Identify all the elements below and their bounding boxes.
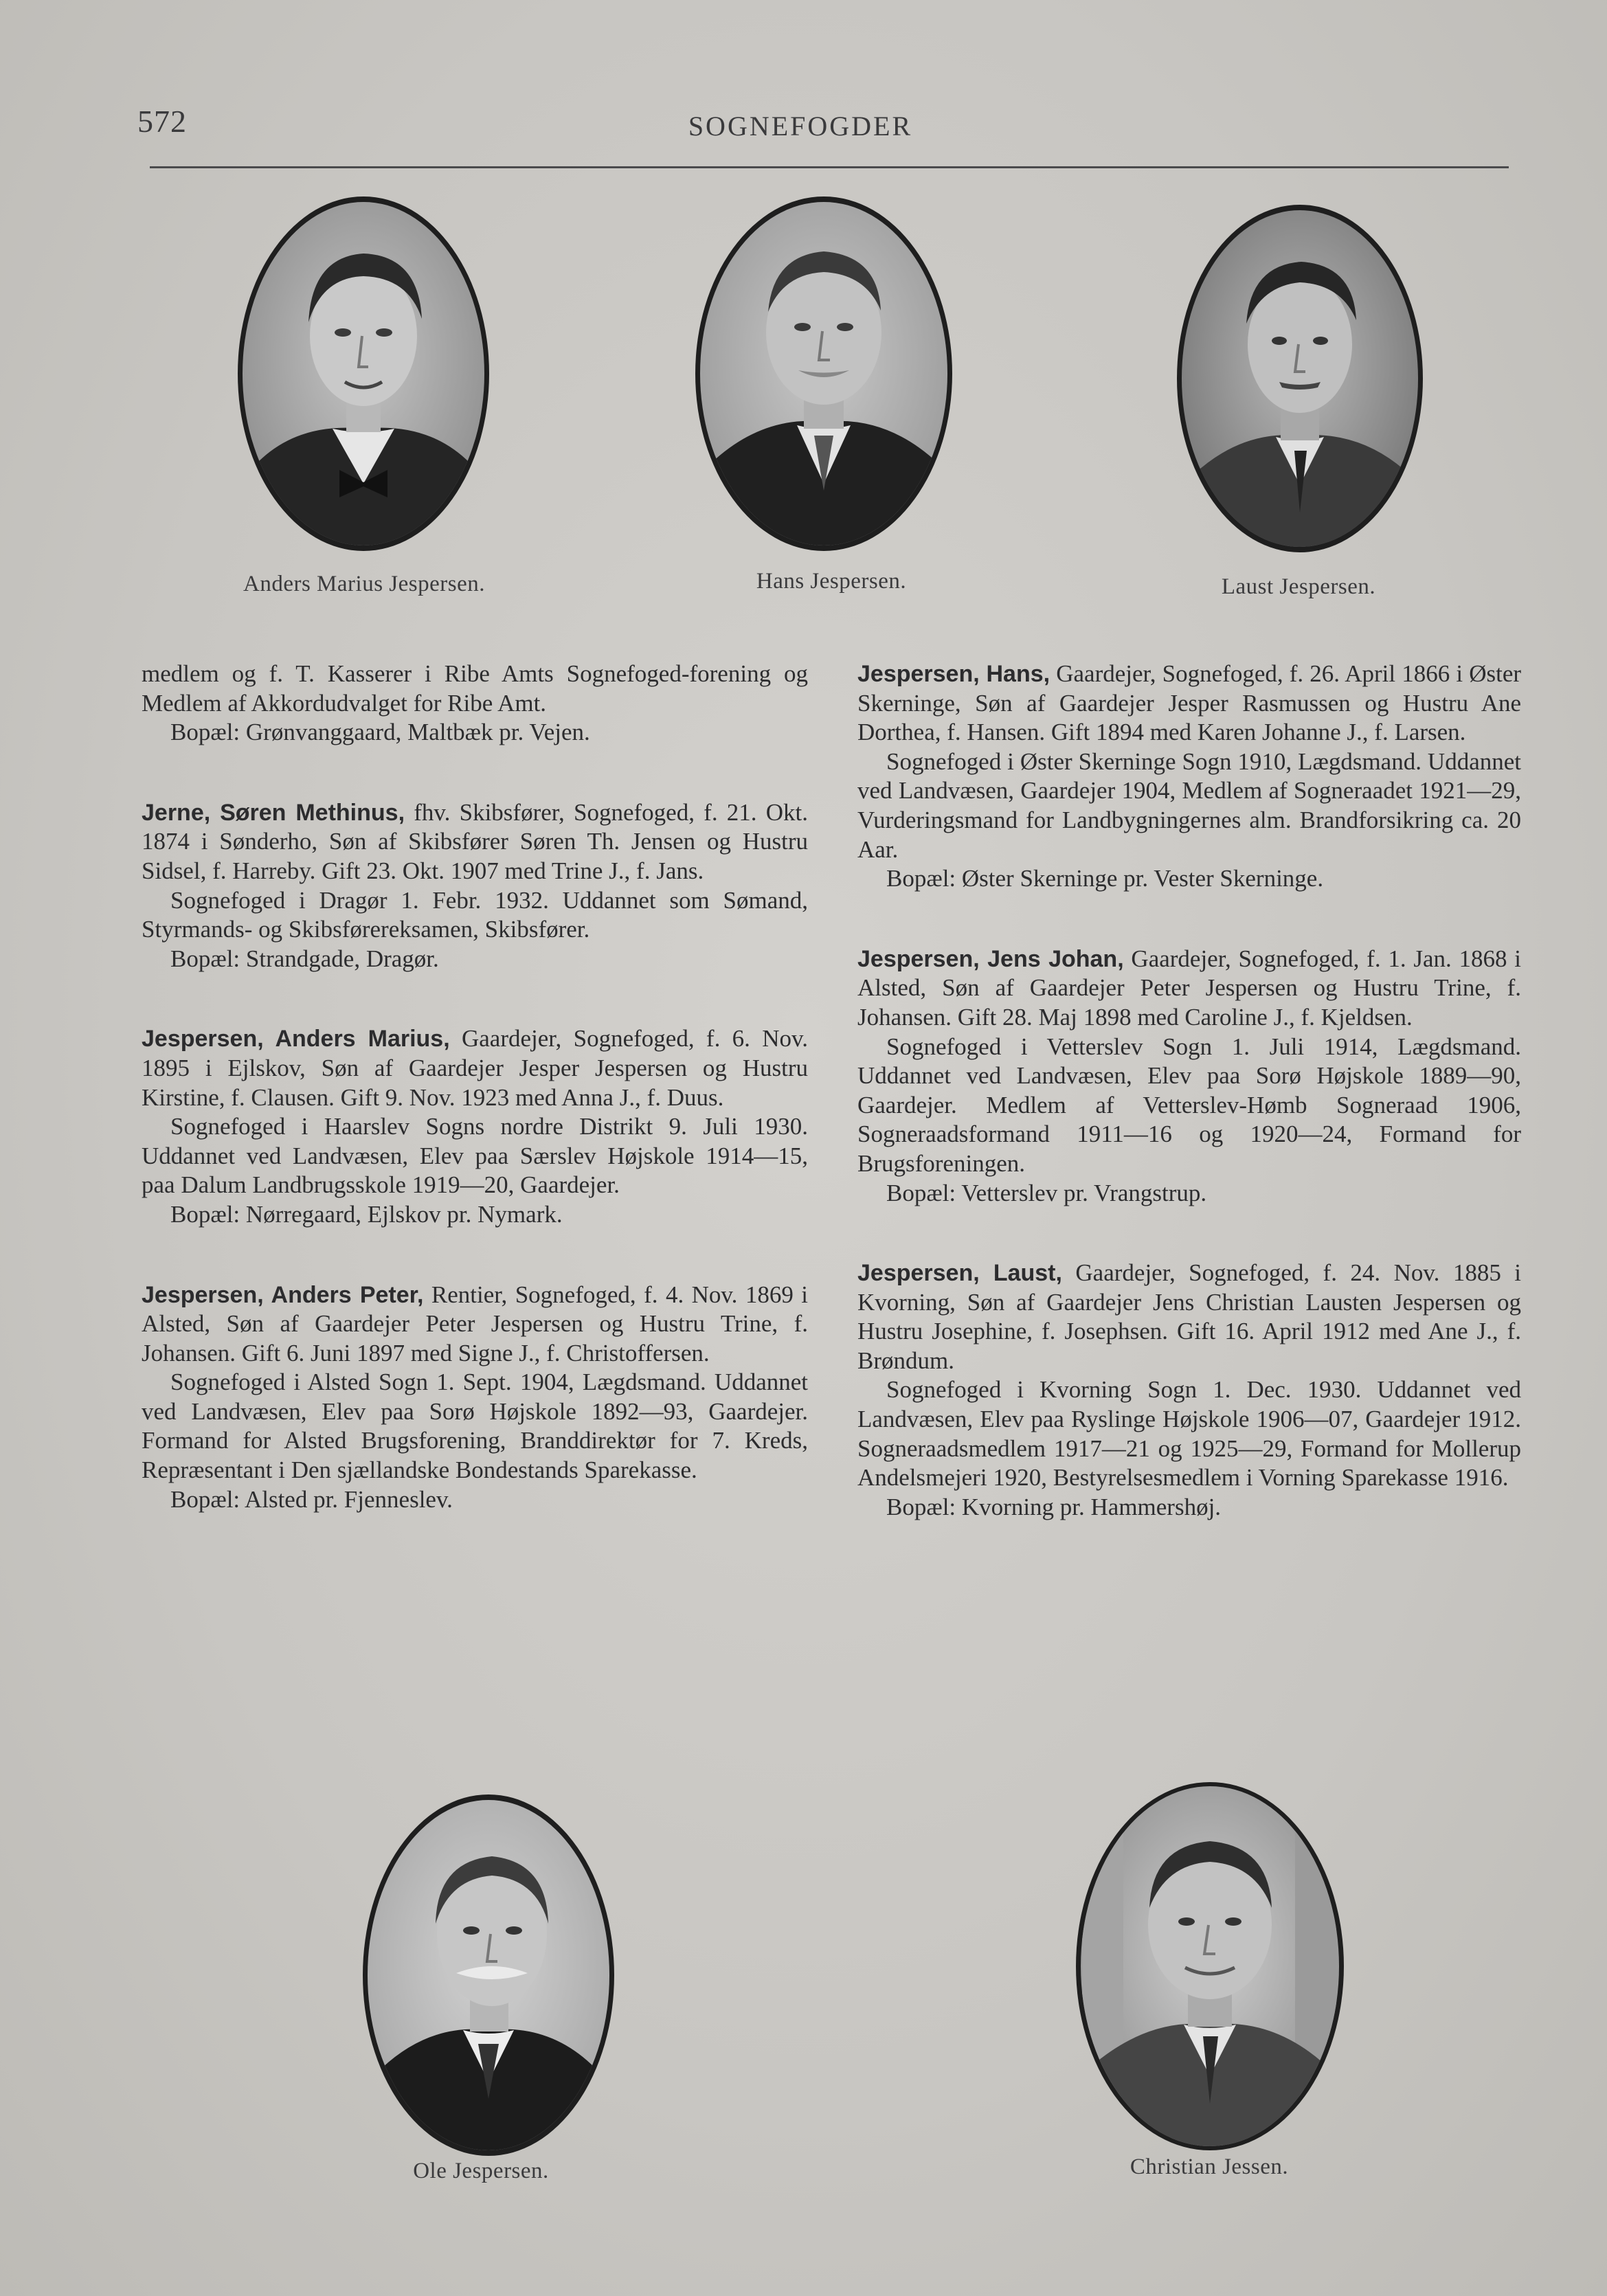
- entry-continuation: [142, 660, 808, 747]
- portrait-christian-jessen: [1075, 1781, 1345, 2152]
- entry-intro-text: Gaardejer, Sognefoged, f. 6. Nov. 1895 i Ejlskov, Søn af Gaardejer Jesper Jespersen og Hustru Kirstine, f. Clausen. Gift 9. Nov. 1923 med Anna J., f. Duus.: [142, 1025, 808, 1111]
- entry-jespersen-jens-johan: [857, 945, 1521, 1208]
- entry-name: Jespersen, Laust,: [857, 1260, 1062, 1287]
- entry-name: Jespersen, Anders Marius,: [142, 1026, 450, 1053]
- entry-residence: Bopæl: Strandgade, Dragør.: [170, 945, 439, 972]
- portrait-photo: [236, 195, 491, 552]
- entry-residence: Bopæl: Kvorning pr. Hammershøj.: [886, 1493, 1222, 1520]
- entry-residence: Bopæl: Øster Skerninge pr. Vester Skerninge.: [886, 865, 1324, 892]
- entry-career: Sognefoged i Vetterslev Sogn 1. Juli 1914, Lægdsmand. Uddannet ved Landvæsen, Elev paa Sorø Højskole 1889—90, Gaardejer. Medlem af Vetterslev-Hømb Sogneraad 1906, Sogneraadsformand 1911—16 og 1920—24, Formand for Brugsforeningen.: [857, 1033, 1521, 1177]
- entry-intro: [142, 1024, 808, 1112]
- entry-intro-text: fhv. Skibsfører, Sognefoged, f. 21. Okt. 1874 i Sønderho, Søn af Skibsfører Søren Th. Jensen og Hustru Sidsel, f. Harreby. Gift 23. Okt. 1907 med Trine J., f. Jans.: [142, 798, 809, 884]
- portrait-ole-jespersen: [361, 1793, 616, 2157]
- portrait-photo: [694, 195, 954, 552]
- entry-career: Sognefoged i Kvorning Sogn 1. Dec. 1930. Uddannet ved Landvæsen, Elev paa Ryslinge Højskole 1906—07, Gaardejer 1912. Sogneraadsmedlem 1917—21 og 1925—29, Formand for Mollerup Andelsmejeri 1920, Bestyrelsesmedlem i Vorning Sparekasse 1916.: [857, 1376, 1521, 1492]
- header-rule: [150, 166, 1509, 168]
- right-column: [857, 660, 1521, 1573]
- entry-jespersen-anders-peter: [142, 1281, 808, 1515]
- entry-career: Sognefoged i Dragør 1. Febr. 1932. Uddannet som Sømand, Styrmands- og Skibsførereksamen, Skibsfører.: [142, 886, 808, 943]
- caption-hans-jespersen: Hans Jespersen.: [756, 569, 907, 594]
- entry-intro-text: Gaardejer, Sognefoged, f. 26. April 1866 i Øster Skerninge, Søn af Gaardejer Jesper Rasmussen og Hustru Ane Dorthea, f. Hansen. Gift 1894 med Karen Johanne J., f. Larsen.: [857, 660, 1522, 746]
- entry-residence: Bopæl: Grønvanggaard, Maltbæk pr. Vejen.: [170, 719, 590, 746]
- entry-name: Jespersen, Anders Peter,: [142, 1281, 424, 1308]
- caption-christian-jessen: Christian Jessen.: [1130, 2154, 1289, 2179]
- caption-laust-jespersen: Laust Jespersen.: [1221, 574, 1376, 599]
- entry-jespersen-hans: [857, 660, 1521, 894]
- page-number: 572: [137, 104, 187, 139]
- entry-intro: [857, 945, 1521, 1033]
- entry-career: Sognefoged i Haarslev Sogns nordre Distrikt 9. Juli 1930. Uddannet ved Landvæsen, Elev paa Særslev Højskole 1914—15, paa Dalum Landbrugsskole 1919—20, Gaardejer.: [142, 1113, 808, 1199]
- entry-intro: [142, 798, 808, 886]
- caption-anders-marius-jespersen: Anders Marius Jespersen.: [243, 572, 485, 596]
- entry-jerne-soren-methinus: [142, 798, 808, 974]
- entry-jespersen-anders-marius: [142, 1024, 808, 1229]
- portrait-hans-jespersen: [694, 195, 954, 552]
- entry-intro: [857, 1259, 1521, 1375]
- entry-residence: Bopæl: Nørregaard, Ejlskov pr. Nymark.: [170, 1200, 563, 1228]
- entry-name: Jerne, Søren Methinus,: [142, 799, 405, 826]
- entry-text: medlem og f. T. Kasserer i Ribe Amts Sognefoged-forening og Medlem af Akkordudvalget for Ribe Amt.: [142, 660, 808, 717]
- entry-name: Jespersen, Jens Johan,: [857, 945, 1124, 972]
- entry-intro-text: Gaardejer, Sognefoged, f. 1. Jan. 1868 i Alsted, Søn af Gaardejer Peter Jespersen og Hustru Trine, f. Johansen. Gift 28. Maj 1898 med Caroline J., f. Kjeldsen.: [857, 945, 1521, 1031]
- entry-intro-text: Gaardejer, Sognefoged, f. 24. Nov. 1885 i Kvorning, Søn af Gaardejer Jens Christian Lausten Jespersen og Hustru Josephine, f. Josephsen. Gift 16. April 1912 med Ane J., f. Brøndum.: [857, 1259, 1521, 1374]
- entry-intro: [142, 1281, 808, 1369]
- entry-career: Sognefoged i Øster Skerninge Sogn 1910, Lægdsmand. Uddannet ved Landvæsen, Gaardejer 1904, Medlem af Sogneraadet 1921—29, Vurderingsmand for Landbygningernes alm. Brandforsikring ca. 20 Aar.: [857, 747, 1521, 863]
- portrait-photo: [1176, 203, 1424, 554]
- caption-ole-jespersen: Ole Jespersen.: [413, 2159, 549, 2183]
- entry-residence: Bopæl: Vetterslev pr. Vrangstrup.: [886, 1179, 1207, 1206]
- entry-jespersen-laust: [857, 1259, 1521, 1522]
- entry-intro: [857, 660, 1521, 747]
- entry-residence: Bopæl: Alsted pr. Fjenneslev.: [170, 1485, 453, 1513]
- portrait-photo: [1075, 1781, 1345, 2152]
- entry-career: Sognefoged i Alsted Sogn 1. Sept. 1904, Lægdsmand. Uddannet ved Landvæsen, Elev paa Sorø Højskole 1892—93, Gaardejer. Formand for Alsted Brugsforening, Branddirektør for 7. Kreds, Repræsentant i Den sjællandske Bondestands Sparekasse.: [142, 1369, 808, 1484]
- entry-intro-text: Rentier, Sognefoged, f. 4. Nov. 1869 i Alsted, Søn af Gaardejer Peter Jespersen og Hustru Trine, f. Johansen. Gift 6. Juni 1897 med Signe J., f. Christoffersen.: [142, 1281, 809, 1366]
- portrait-laust-jespersen: [1176, 203, 1424, 554]
- running-head: SOGNEFOGDER: [688, 111, 913, 142]
- portrait-photo: [361, 1793, 616, 2157]
- portrait-anders-marius-jespersen: [236, 195, 491, 552]
- left-column: [142, 660, 808, 1565]
- entry-name: Jespersen, Hans,: [857, 661, 1050, 687]
